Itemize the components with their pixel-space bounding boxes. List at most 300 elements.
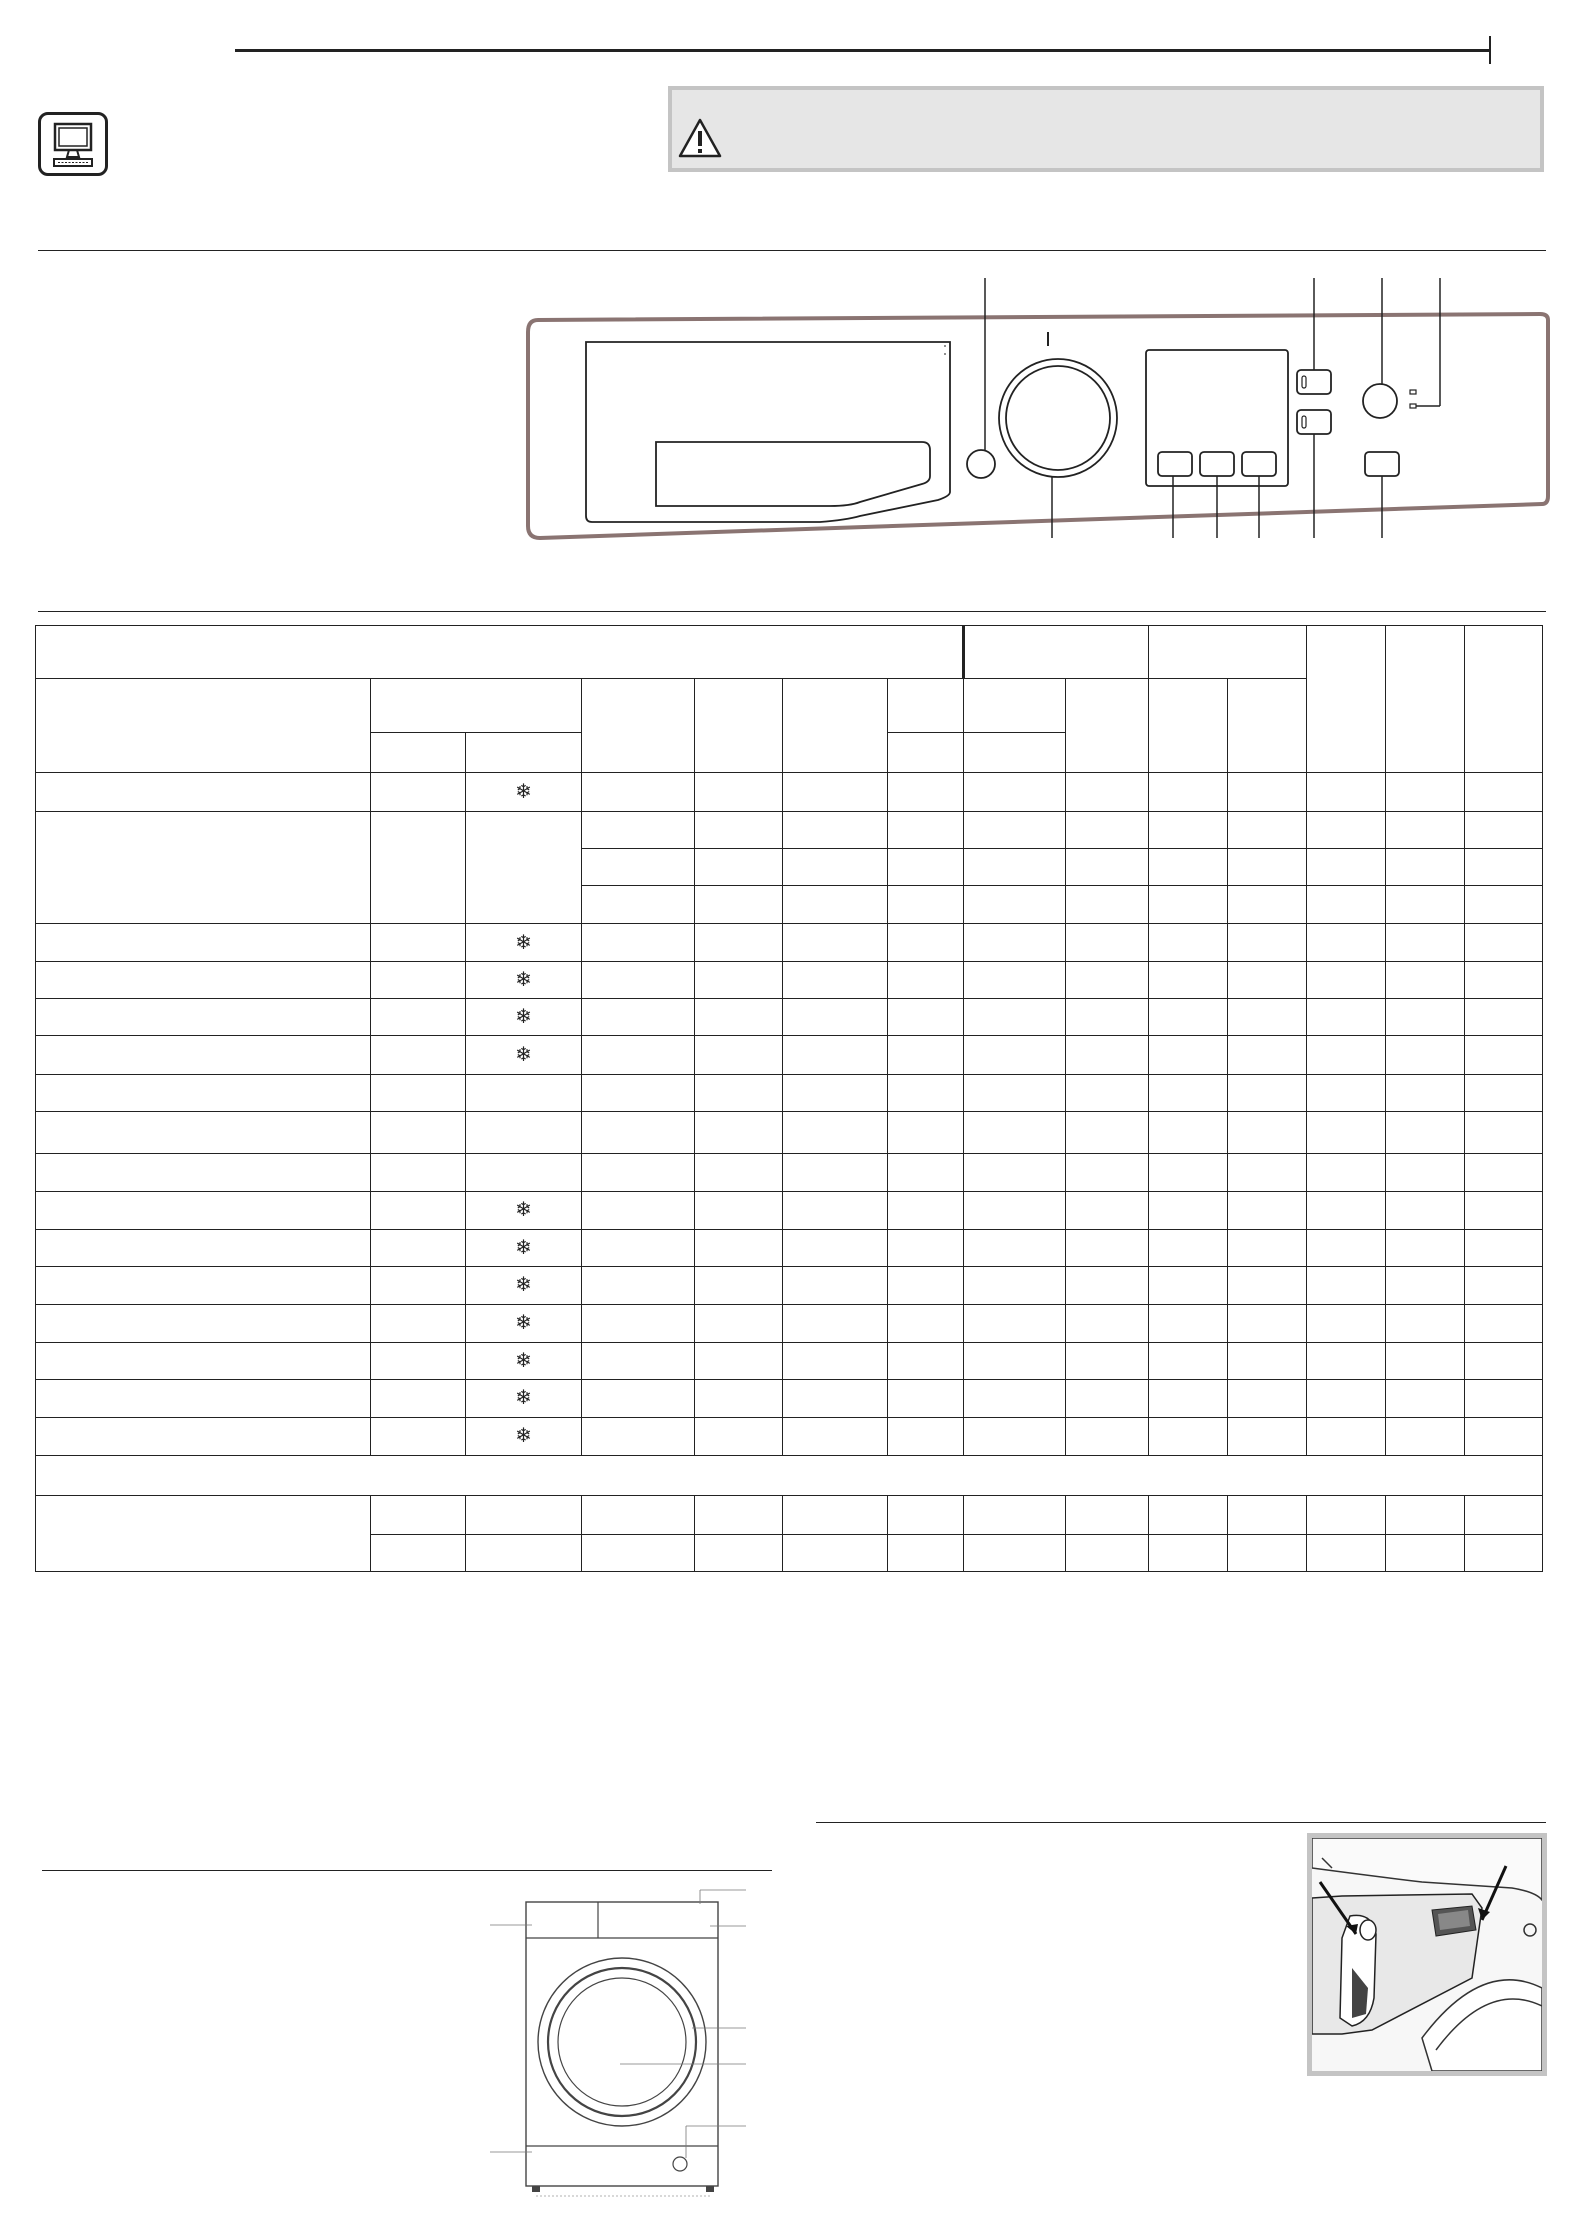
table-cell [1066, 1074, 1149, 1111]
table-cell [582, 1191, 695, 1229]
table-cell [1228, 1154, 1307, 1191]
table-cell [466, 773, 582, 811]
programme-knob[interactable] [999, 359, 1117, 477]
table-header-cell [1386, 626, 1465, 773]
table-row [36, 1455, 1543, 1495]
table-cell [1307, 848, 1386, 885]
table-cell [466, 1074, 582, 1111]
table-cell [1228, 773, 1307, 811]
table-cell [888, 1380, 964, 1417]
table-cell [783, 886, 888, 924]
table-cell [1307, 1267, 1386, 1304]
table-cell [783, 848, 888, 885]
table-cell [1386, 924, 1465, 961]
snowflake-icon: ❄ [515, 1044, 532, 1067]
table-cell [783, 1534, 888, 1571]
table-body [36, 773, 1543, 1572]
table-cell [1386, 1304, 1465, 1342]
table-cell [466, 999, 582, 1036]
table-cell [695, 1191, 783, 1229]
table-cell [1386, 961, 1465, 998]
table-cell [466, 1342, 582, 1379]
table-cell [36, 1036, 371, 1074]
table-header-cell [371, 679, 582, 732]
table-cell [371, 1191, 466, 1229]
table-cell [964, 1380, 1066, 1417]
detergent-drawer-photo [1307, 1833, 1547, 2076]
table-cell [36, 773, 371, 811]
table-cell [1465, 1191, 1543, 1229]
table-row [36, 1074, 1543, 1111]
table-cell [1465, 1496, 1543, 1534]
table-cell [1228, 1267, 1307, 1304]
table-header-cell [695, 679, 783, 773]
table-cell [783, 1496, 888, 1534]
table-cell [1066, 961, 1149, 998]
table-cell [1465, 1074, 1543, 1111]
table-cell [1465, 1304, 1543, 1342]
table-cell [888, 961, 964, 998]
option-button-1[interactable] [1158, 452, 1192, 476]
table-cell [1465, 1267, 1543, 1304]
table-cell [1228, 924, 1307, 961]
table-cell [371, 1112, 466, 1154]
table-row [36, 811, 1543, 848]
table-cell [1307, 886, 1386, 924]
table-cell [783, 1230, 888, 1267]
table-cell [695, 924, 783, 961]
table-cell [1465, 1112, 1543, 1154]
table-cell [964, 1112, 1066, 1154]
table-cell [371, 1342, 466, 1379]
section-rule [38, 611, 1546, 612]
table-cell [582, 773, 695, 811]
table-cell [783, 773, 888, 811]
table-cell [695, 1342, 783, 1379]
table-cell [1465, 811, 1543, 848]
table-header-cell [964, 626, 1149, 679]
table-row [36, 1191, 1543, 1229]
table-cell [1386, 1112, 1465, 1154]
table-cell [1307, 1380, 1386, 1417]
table-cell [582, 1304, 695, 1342]
table-cell [888, 1154, 964, 1191]
table-cell [1149, 1230, 1228, 1267]
table-cell [36, 1154, 371, 1191]
table-cell [1228, 1191, 1307, 1229]
table-cell [466, 1036, 582, 1074]
table-cell [466, 1304, 582, 1342]
table-cell [36, 1380, 371, 1417]
table-cell [1228, 1417, 1307, 1455]
table-cell [582, 1534, 695, 1571]
table-cell [888, 1112, 964, 1154]
table-cell [36, 1191, 371, 1229]
table-cell [1465, 886, 1543, 924]
table-cell [466, 811, 582, 924]
table-cell [1386, 1534, 1465, 1571]
table-cell [695, 1074, 783, 1111]
table-cell [1307, 1154, 1386, 1191]
table-cell [964, 1191, 1066, 1229]
section-rule [38, 250, 1546, 251]
table-cell [36, 811, 371, 924]
table-cell [1386, 773, 1465, 811]
table-cell [695, 811, 783, 848]
table-cell [1228, 999, 1307, 1036]
table-cell [1228, 886, 1307, 924]
table-cell [36, 961, 371, 998]
table-cell [1228, 1496, 1307, 1534]
table-cell [695, 1534, 783, 1571]
table-row [36, 1342, 1543, 1379]
table-row [36, 1112, 1543, 1154]
table-cell [371, 1036, 466, 1074]
snowflake-icon: ❄ [515, 1006, 532, 1029]
table-cell [371, 773, 466, 811]
table-cell [466, 1154, 582, 1191]
table-cell [1228, 1534, 1307, 1571]
table-cell [783, 1112, 888, 1154]
table-cell [695, 886, 783, 924]
table-cell [36, 1417, 371, 1455]
control-panel-diagram [520, 270, 1560, 550]
table-cell [1066, 1342, 1149, 1379]
table-header-cell [888, 679, 964, 732]
table-cell [695, 1154, 783, 1191]
table-cell [1307, 961, 1386, 998]
table-cell [36, 1267, 371, 1304]
table-cell [1386, 1380, 1465, 1417]
table-cell [582, 1417, 695, 1455]
door-lock-button[interactable] [1365, 452, 1399, 476]
table-header-cell [1066, 679, 1149, 773]
table-cell [1066, 999, 1149, 1036]
table-cell [964, 1074, 1066, 1111]
table-cell [1307, 811, 1386, 848]
table-row [36, 961, 1543, 998]
table-cell [1307, 999, 1386, 1036]
table-cell [1465, 999, 1543, 1036]
table-cell [582, 1496, 695, 1534]
table-header-cell [1149, 679, 1228, 773]
section-rule [816, 1822, 1546, 1823]
table-cell [783, 961, 888, 998]
table-cell [1228, 1112, 1307, 1154]
washing-machine-front-icon [480, 1880, 760, 2200]
table-header-cell [466, 732, 582, 772]
table-cell [371, 1154, 466, 1191]
snowflake-icon: ❄ [515, 968, 532, 991]
table-cell [36, 1112, 371, 1154]
table-header-cell [1149, 626, 1307, 679]
table-row [36, 999, 1543, 1036]
table-cell [36, 1304, 371, 1342]
table-cell [1149, 848, 1228, 885]
table-cell [582, 811, 695, 848]
table-cell [783, 1191, 888, 1229]
table-cell [466, 1112, 582, 1154]
table-cell [695, 773, 783, 811]
table-cell [888, 773, 964, 811]
snowflake-icon: ❄ [515, 1425, 532, 1448]
table-cell [1386, 1417, 1465, 1455]
table-cell [1465, 1380, 1543, 1417]
table-cell [1307, 773, 1386, 811]
table-header-cell [1307, 626, 1386, 773]
table-row [36, 1036, 1543, 1074]
table-cell [1307, 1191, 1386, 1229]
table-cell [1307, 1534, 1386, 1571]
table-cell [695, 1267, 783, 1304]
table-cell [1149, 886, 1228, 924]
warning-triangle-icon [676, 116, 724, 160]
table-header-cell [964, 679, 1066, 732]
table-cell [1066, 811, 1149, 848]
table-cell [371, 1417, 466, 1455]
table-cell [1465, 773, 1543, 811]
table-cell [888, 1230, 964, 1267]
table-cell [36, 999, 371, 1036]
table-cell [888, 1191, 964, 1229]
table-cell [964, 1154, 1066, 1191]
table-cell [695, 1380, 783, 1417]
table-cell [1307, 1304, 1386, 1342]
table-cell [888, 924, 964, 961]
table-cell [466, 961, 582, 998]
monitor-icon [38, 112, 108, 176]
table-cell [582, 1074, 695, 1111]
snowflake-icon: ❄ [515, 1350, 532, 1373]
table-header-cell [582, 679, 695, 773]
table-cell [1149, 773, 1228, 811]
table-cell [1149, 1267, 1228, 1304]
table-cell [695, 1036, 783, 1074]
table-cell [582, 1154, 695, 1191]
table-cell [964, 1534, 1066, 1571]
option-button-2[interactable] [1200, 452, 1234, 476]
table-cell [888, 1304, 964, 1342]
table-cell [1066, 1191, 1149, 1229]
table-cell [695, 1496, 783, 1534]
table-cell [1386, 1496, 1465, 1534]
table-cell [783, 1380, 888, 1417]
table-cell [371, 924, 466, 961]
table-cell [888, 886, 964, 924]
table-cell [1066, 886, 1149, 924]
table-header-cell [888, 732, 964, 772]
table-cell [371, 961, 466, 998]
table-cell [1386, 1267, 1465, 1304]
table-cell [1149, 999, 1228, 1036]
table-cell [36, 1342, 371, 1379]
table-cell [1066, 1417, 1149, 1455]
table-cell [36, 1074, 371, 1111]
power-button[interactable] [967, 450, 995, 478]
table-row [36, 1496, 1543, 1534]
table-cell [371, 1074, 466, 1111]
table-cell [1149, 811, 1228, 848]
table-cell [695, 999, 783, 1036]
table-cell [888, 1036, 964, 1074]
table-cell [964, 1036, 1066, 1074]
start-pause-button[interactable] [1363, 384, 1397, 418]
table-cell [964, 999, 1066, 1036]
table-cell [466, 1496, 582, 1534]
table-cell [1149, 1380, 1228, 1417]
table-cell [1228, 1342, 1307, 1379]
table-cell [695, 961, 783, 998]
table-header-cell [36, 679, 371, 773]
table-cell [1386, 1342, 1465, 1379]
table-cell [1149, 924, 1228, 961]
table-header-cell [783, 679, 888, 773]
table-cell [1149, 1496, 1228, 1534]
table-row [36, 1417, 1543, 1455]
table-cell [36, 924, 371, 961]
table-cell [1228, 1074, 1307, 1111]
table-cell [695, 1112, 783, 1154]
table-cell [1386, 886, 1465, 924]
table-cell [1149, 1036, 1228, 1074]
table-cell [1066, 773, 1149, 811]
table-cell [888, 1267, 964, 1304]
table-cell [582, 1112, 695, 1154]
table-cell [1386, 1230, 1465, 1267]
table-cell [1149, 1154, 1228, 1191]
table-cell [783, 1267, 888, 1304]
table-cell [1066, 1496, 1149, 1534]
table-cell [964, 961, 1066, 998]
table-cell [1066, 1230, 1149, 1267]
table-cell [888, 999, 964, 1036]
snowflake-icon: ❄ [515, 931, 532, 954]
option-button-3[interactable] [1242, 452, 1276, 476]
table-cell [1066, 848, 1149, 885]
table-row [36, 1154, 1543, 1191]
table-cell [888, 1074, 964, 1111]
table-cell [1386, 1154, 1465, 1191]
table-cell [1066, 1036, 1149, 1074]
table-cell [1066, 1112, 1149, 1154]
table-cell [783, 1304, 888, 1342]
table-cell [1465, 1342, 1543, 1379]
table-cell [582, 924, 695, 961]
table-cell [466, 1417, 582, 1455]
table-cell [888, 1342, 964, 1379]
table-cell [371, 1380, 466, 1417]
table-cell [888, 1534, 964, 1571]
table-cell [582, 1380, 695, 1417]
table-cell [1066, 1304, 1149, 1342]
table-cell [1228, 1230, 1307, 1267]
table-cell [783, 1342, 888, 1379]
table-cell [1149, 1112, 1228, 1154]
table-cell [371, 1267, 466, 1304]
table-cell [964, 1267, 1066, 1304]
table-cell [371, 1496, 466, 1534]
table-header-cell [964, 732, 1066, 772]
table-cell [1465, 924, 1543, 961]
table-cell [582, 848, 695, 885]
table-cell [695, 848, 783, 885]
table-cell [1307, 1496, 1386, 1534]
table-cell [466, 1534, 582, 1571]
snowflake-icon: ❄ [515, 1387, 532, 1410]
table-cell [783, 811, 888, 848]
table-cell [783, 1036, 888, 1074]
table-cell [888, 848, 964, 885]
table-cell [964, 811, 1066, 848]
header-rule [235, 49, 1489, 52]
table-cell [582, 1267, 695, 1304]
table-cell [466, 1380, 582, 1417]
table-cell [888, 811, 964, 848]
table-cell [964, 773, 1066, 811]
table-cell [582, 999, 695, 1036]
table-row [36, 1230, 1543, 1267]
table-cell [1066, 1380, 1149, 1417]
snowflake-icon: ❄ [515, 1274, 532, 1297]
table-cell [695, 1230, 783, 1267]
table-cell [783, 924, 888, 961]
table-header-cell [36, 626, 964, 679]
table-cell [1228, 811, 1307, 848]
table-cell [1386, 811, 1465, 848]
display-area [1146, 350, 1288, 486]
table-cell [783, 999, 888, 1036]
table-cell [582, 1230, 695, 1267]
table-cell [1307, 1230, 1386, 1267]
table-cell [964, 1496, 1066, 1534]
programme-table [35, 625, 1543, 1572]
table-cell [582, 961, 695, 998]
table-cell [888, 1417, 964, 1455]
table-cell [1307, 1417, 1386, 1455]
table-cell [1228, 1304, 1307, 1342]
table-cell [1386, 1036, 1465, 1074]
table-cell [582, 1036, 695, 1074]
table-cell [1149, 1534, 1228, 1571]
table-cell [36, 1230, 371, 1267]
table-cell [1066, 1534, 1149, 1571]
table-cell [371, 1230, 466, 1267]
table-cell [695, 1417, 783, 1455]
table-cell [466, 924, 582, 961]
table-cell [783, 1417, 888, 1455]
table-cell [695, 1304, 783, 1342]
table-cell [1149, 1304, 1228, 1342]
table-cell [1465, 961, 1543, 998]
table-cell [1307, 1112, 1386, 1154]
table-cell [888, 1496, 964, 1534]
table-cell [1465, 848, 1543, 885]
table-cell [1149, 961, 1228, 998]
table-cell [1149, 1074, 1228, 1111]
table-row [36, 773, 1543, 811]
table-cell [1465, 1534, 1543, 1571]
table-cell [371, 999, 466, 1036]
table-cell [783, 1154, 888, 1191]
table-header-cell [1465, 626, 1543, 773]
table-cell [964, 1304, 1066, 1342]
table-cell [582, 886, 695, 924]
table-cell [964, 1230, 1066, 1267]
table-cell [466, 1191, 582, 1229]
table-cell [36, 1496, 371, 1572]
header-rule-tick [1489, 36, 1491, 64]
table-cell [1066, 1154, 1149, 1191]
